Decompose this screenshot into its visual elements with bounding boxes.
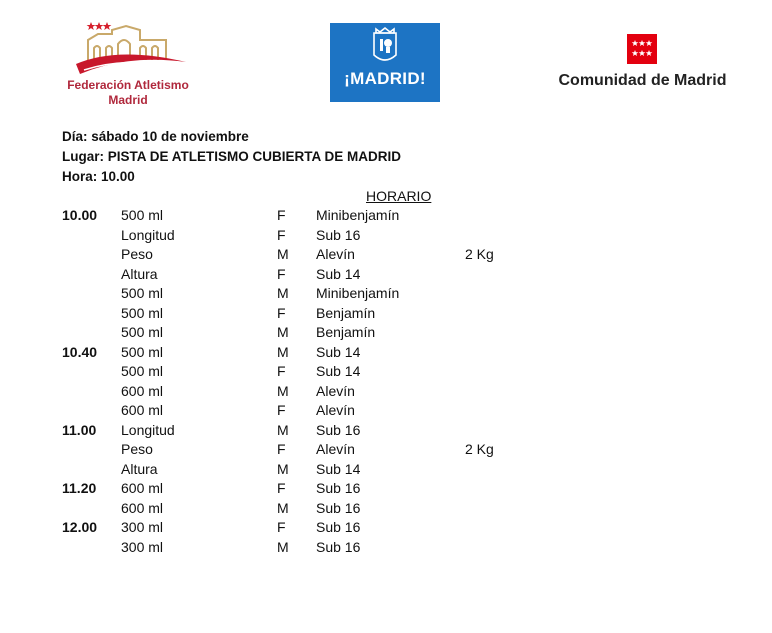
- row-category: Sub 14: [316, 460, 361, 477]
- row-category: Alevín: [316, 382, 355, 399]
- schedule-row: [0, 265, 772, 285]
- row-category: Alevín: [316, 402, 355, 418]
- row-event: 500 ml: [121, 207, 164, 223]
- row-category: Sub 14: [316, 265, 361, 282]
- row-sex: M: [277, 343, 289, 360]
- event-place: Lugar: PISTA DE ATLETISMO CUBIERTA DE MADRID: [62, 149, 401, 164]
- row-sex: M: [277, 382, 289, 399]
- schedule-row: [0, 245, 772, 265]
- row-category: Sub 16: [316, 499, 361, 516]
- row-category: Sub 16: [316, 519, 361, 535]
- row-time: 11.20: [62, 480, 97, 496]
- row-category: Sub 14: [316, 363, 361, 379]
- row-sex: M: [277, 499, 289, 516]
- row-event: Longitud: [121, 421, 175, 438]
- row-sex: F: [277, 207, 286, 223]
- row-time: 11.00: [62, 421, 97, 438]
- federacion-atletismo-logo: [58, 18, 198, 110]
- row-event: 500 ml: [121, 304, 164, 321]
- row-event: 500 ml: [121, 363, 164, 379]
- schedule-row: [0, 460, 772, 480]
- row-sex: M: [277, 285, 289, 301]
- row-sex: M: [277, 246, 289, 262]
- row-sex: F: [277, 226, 286, 243]
- ayuntamiento-madrid-logo: [330, 23, 440, 102]
- row-event: 300 ml: [121, 538, 164, 555]
- row-note: 2 Kg: [465, 246, 494, 262]
- row-category: Alevín: [316, 441, 355, 457]
- schedule-row: [0, 323, 772, 343]
- event-day: Día: sábado 10 de noviembre: [62, 129, 249, 144]
- row-event: 500 ml: [121, 324, 164, 340]
- schedule-row: [0, 284, 772, 304]
- row-event: 600 ml: [121, 480, 164, 496]
- schedule-row: [0, 362, 772, 382]
- row-sex: F: [277, 441, 286, 457]
- schedule-row: [0, 518, 772, 538]
- row-category: Minibenjamín: [316, 207, 400, 223]
- madrid-logo-text: ¡MADRID!: [344, 69, 426, 88]
- row-time: 12.00: [62, 519, 98, 535]
- comunidad-logo-text: Comunidad de Madrid: [558, 72, 727, 89]
- row-event: 600 ml: [121, 402, 164, 418]
- row-sex: F: [277, 265, 286, 282]
- federacion-building-icon: [58, 18, 198, 78]
- row-note: 2 Kg: [465, 441, 494, 457]
- schedule-row: [0, 343, 772, 363]
- row-category: Alevín: [316, 246, 355, 262]
- schedule-title: HORARIO: [366, 188, 432, 204]
- row-event: Altura: [121, 460, 158, 477]
- row-sex: F: [277, 363, 286, 379]
- federacion-logo-line1: Federación Atletismo: [67, 78, 189, 92]
- row-event: 300 ml: [121, 519, 164, 535]
- row-sex: M: [277, 538, 289, 555]
- row-event: 600 ml: [121, 382, 164, 399]
- row-time: 10.00: [62, 207, 98, 223]
- row-event: Peso: [121, 441, 153, 457]
- row-category: Sub 16: [316, 480, 361, 496]
- schedule-row: [0, 304, 772, 324]
- row-category: Minibenjamín: [316, 285, 400, 301]
- row-category: Sub 16: [316, 421, 361, 438]
- schedule-row: [0, 421, 772, 441]
- row-time: 10.40: [62, 343, 98, 360]
- madrid-coat-of-arms-icon: [330, 23, 440, 69]
- row-event: Peso: [121, 246, 153, 262]
- row-sex: M: [277, 460, 289, 477]
- event-hour: Hora: 10.00: [62, 169, 135, 184]
- comunidad-madrid-logo: [545, 34, 740, 94]
- schedule-row: [0, 440, 772, 460]
- schedule-row: [0, 206, 772, 226]
- row-event: Altura: [121, 265, 158, 282]
- schedule-row: [0, 401, 772, 421]
- row-event: 500 ml: [121, 285, 164, 301]
- row-category: Sub 16: [316, 538, 361, 555]
- row-event: 600 ml: [121, 499, 164, 516]
- row-category: Sub 14: [316, 343, 361, 360]
- federacion-logo-line2: Madrid: [108, 93, 148, 107]
- schedule-row: [0, 499, 772, 519]
- schedule-row: [0, 226, 772, 246]
- row-sex: F: [277, 402, 286, 418]
- row-sex: M: [277, 324, 289, 340]
- schedule-table: [0, 206, 772, 557]
- row-event: 500 ml: [121, 343, 164, 360]
- row-event: Longitud: [121, 226, 175, 243]
- row-sex: F: [277, 304, 286, 321]
- row-category: Sub 16: [316, 226, 361, 243]
- schedule-row: [0, 382, 772, 402]
- comunidad-flag-icon: [627, 34, 657, 64]
- schedule-row: [0, 479, 772, 499]
- row-sex: M: [277, 421, 289, 438]
- row-sex: F: [277, 519, 286, 535]
- row-sex: F: [277, 480, 286, 496]
- schedule-row: [0, 538, 772, 558]
- row-category: Benjamín: [316, 324, 376, 340]
- row-category: Benjamín: [316, 304, 376, 321]
